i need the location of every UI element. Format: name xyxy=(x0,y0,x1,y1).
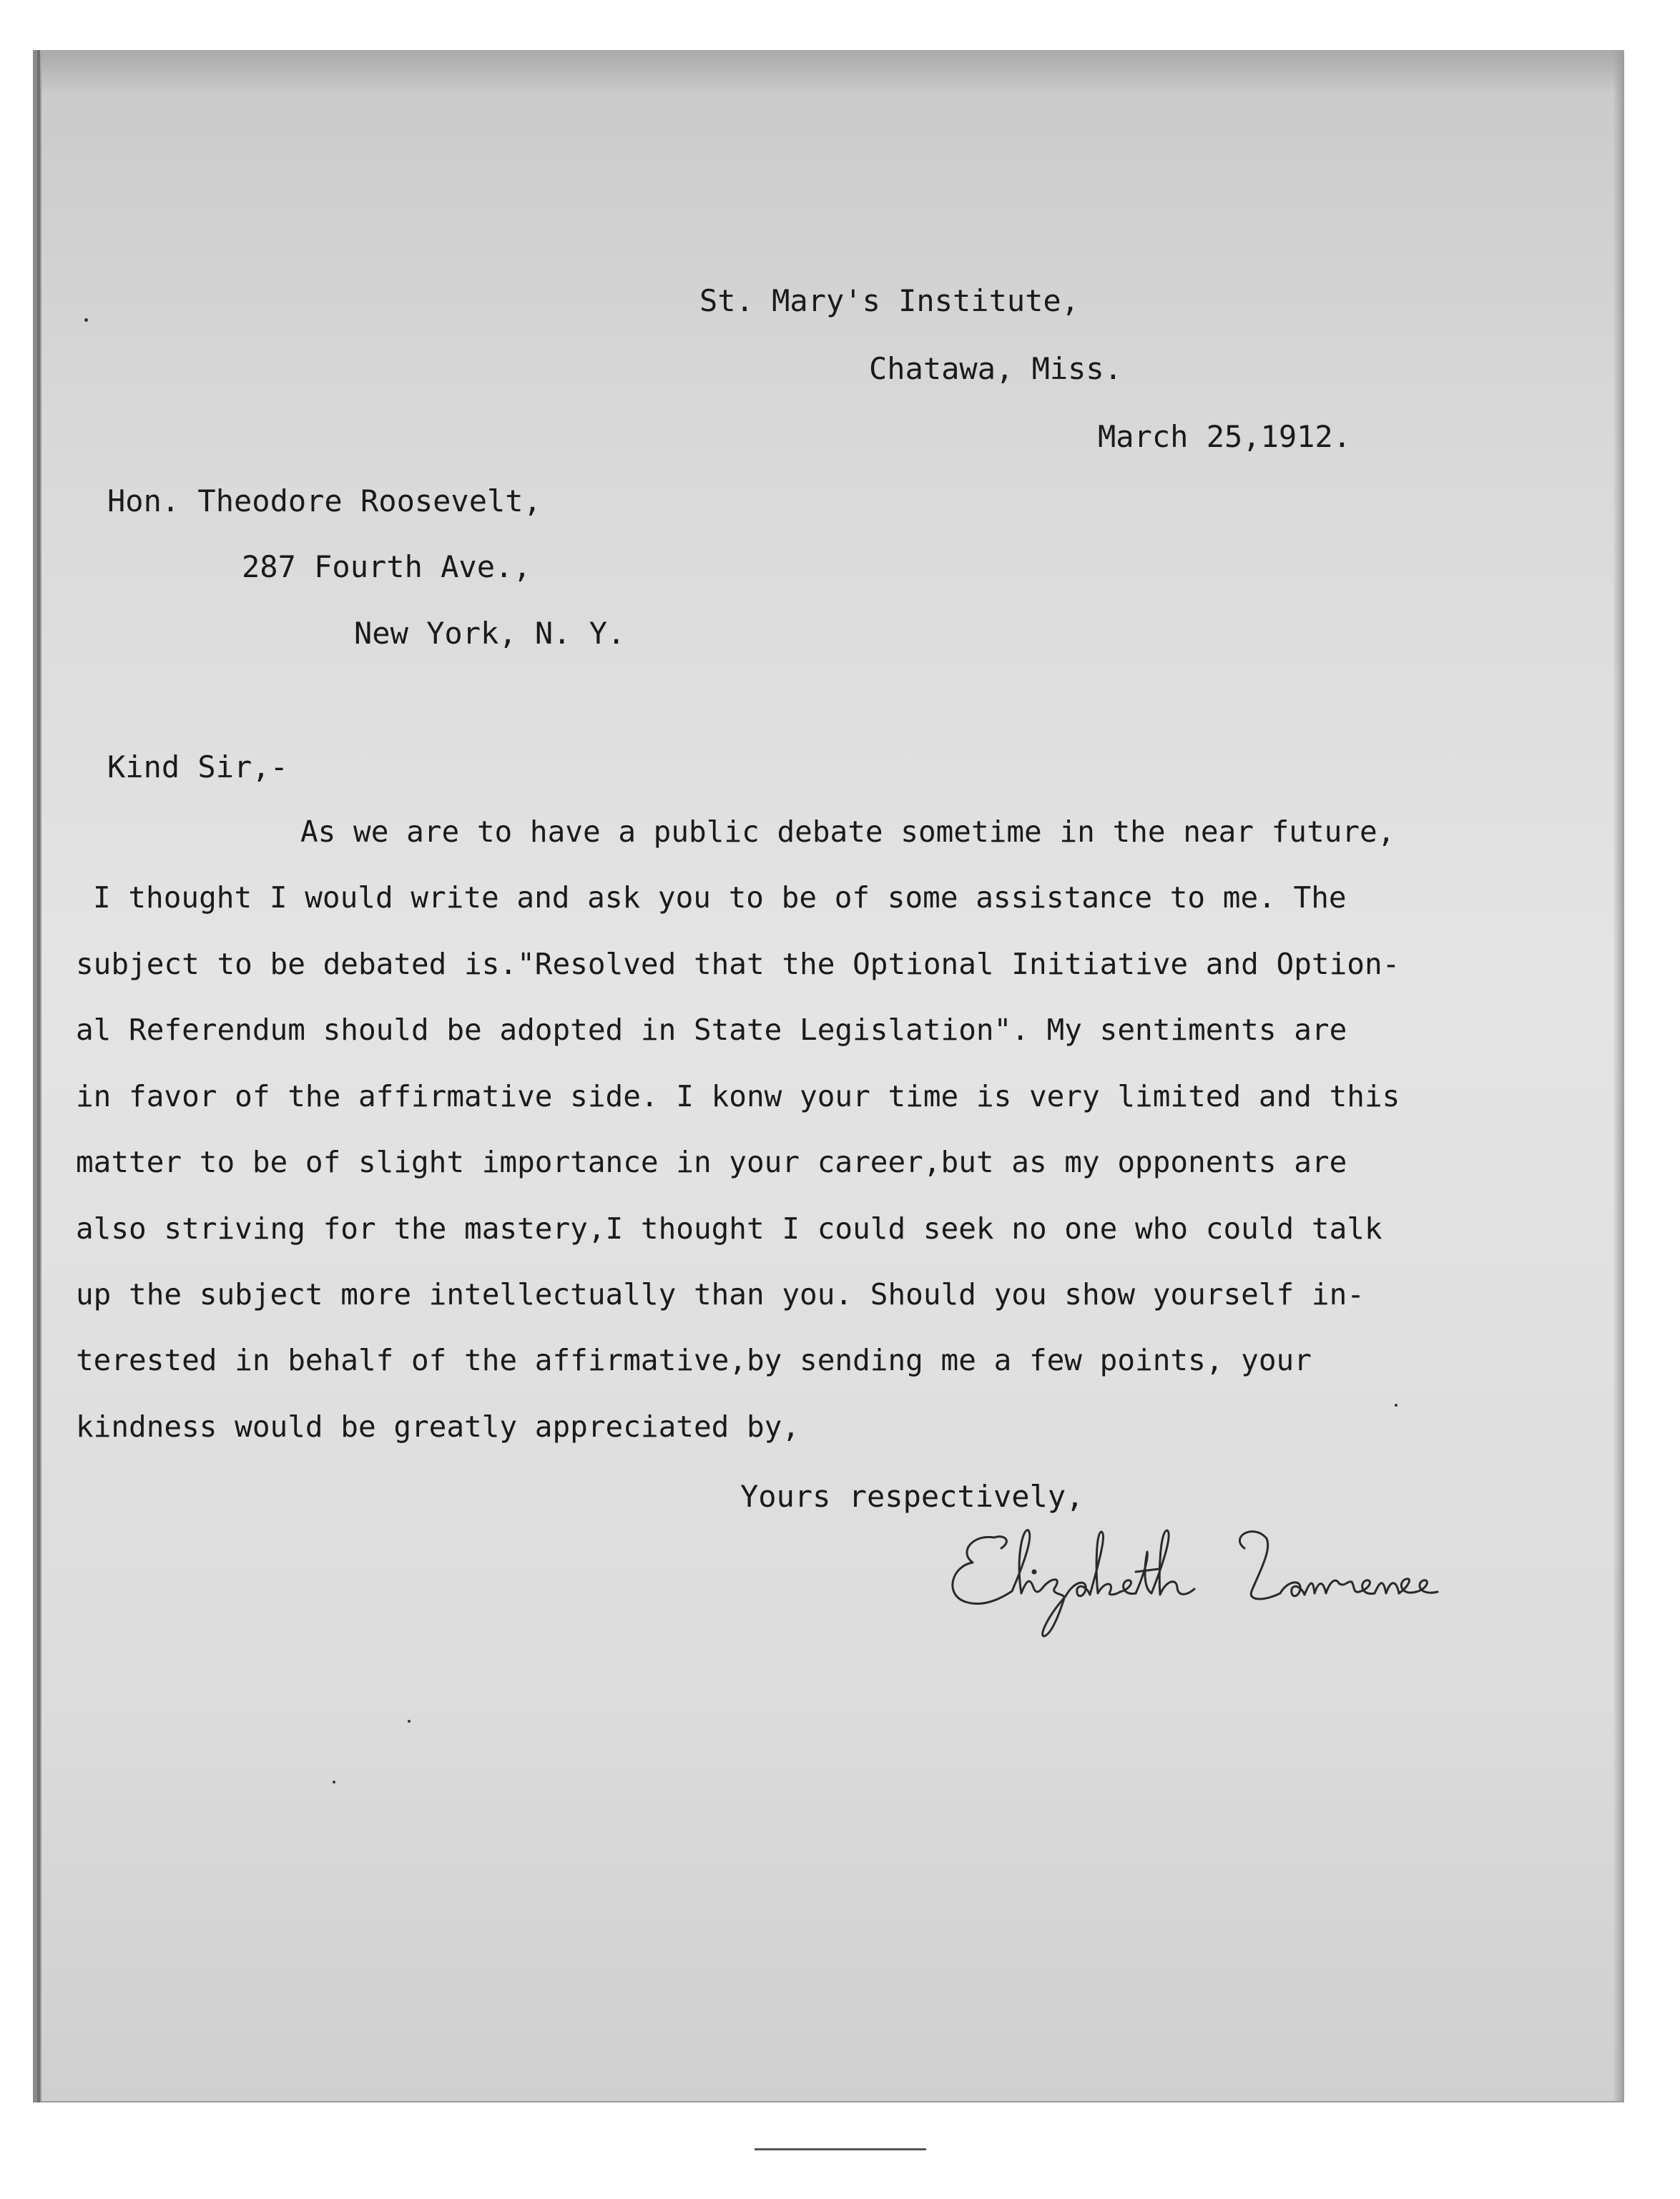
letter-date: March 25,1912. xyxy=(1098,419,1352,454)
body-line: al Referendum should be adopted in State Legislation". My sentiments are xyxy=(76,1013,1347,1047)
signature-image xyxy=(944,1509,1559,1638)
body-line: terested in behalf of the affirmative,by sending me a few points, your xyxy=(76,1343,1312,1377)
body-line: As we are to have a public debate sometime in the near future, xyxy=(300,815,1395,849)
body-line: kindness would be greatly appreciated by, xyxy=(76,1410,800,1444)
bottom-rule xyxy=(755,2148,926,2150)
body-line: up the subject more intellectually than you. Should you show yourself in- xyxy=(76,1277,1365,1312)
recipient-street: 287 Fourth Ave., xyxy=(242,549,531,584)
salutation: Kind Sir,- xyxy=(107,749,288,784)
scan-speck xyxy=(333,1781,335,1784)
scan-speck xyxy=(408,1720,411,1723)
body-line: subject to be debated is."Resolved that the Optional Initiative and Option- xyxy=(76,947,1400,981)
body-line: in favor of the affirmative side. I konw your time is very limited and this xyxy=(76,1079,1400,1113)
body-line: matter to be of slight importance in your career,but as my opponents are xyxy=(76,1145,1347,1179)
institution-location: Chatawa, Miss. xyxy=(869,351,1123,386)
body-line: also striving for the mastery,I thought I could seek no one who could talk xyxy=(76,1211,1382,1246)
body-line: I thought I would write and ask you to be of some assistance to me. The xyxy=(93,880,1347,915)
paper-right-edge xyxy=(1613,50,1624,2102)
institution-name: St. Mary's Institute, xyxy=(699,283,1080,318)
paper-fold-shadow xyxy=(40,50,1624,93)
recipient-city: New York, N. Y. xyxy=(354,616,626,651)
scan-speck xyxy=(84,318,88,322)
closing: Yours respectively, xyxy=(740,1479,1084,1514)
scan-speck xyxy=(1395,1404,1397,1407)
recipient-name: Hon. Theodore Roosevelt, xyxy=(107,483,541,518)
letter-paper xyxy=(37,50,1624,2102)
